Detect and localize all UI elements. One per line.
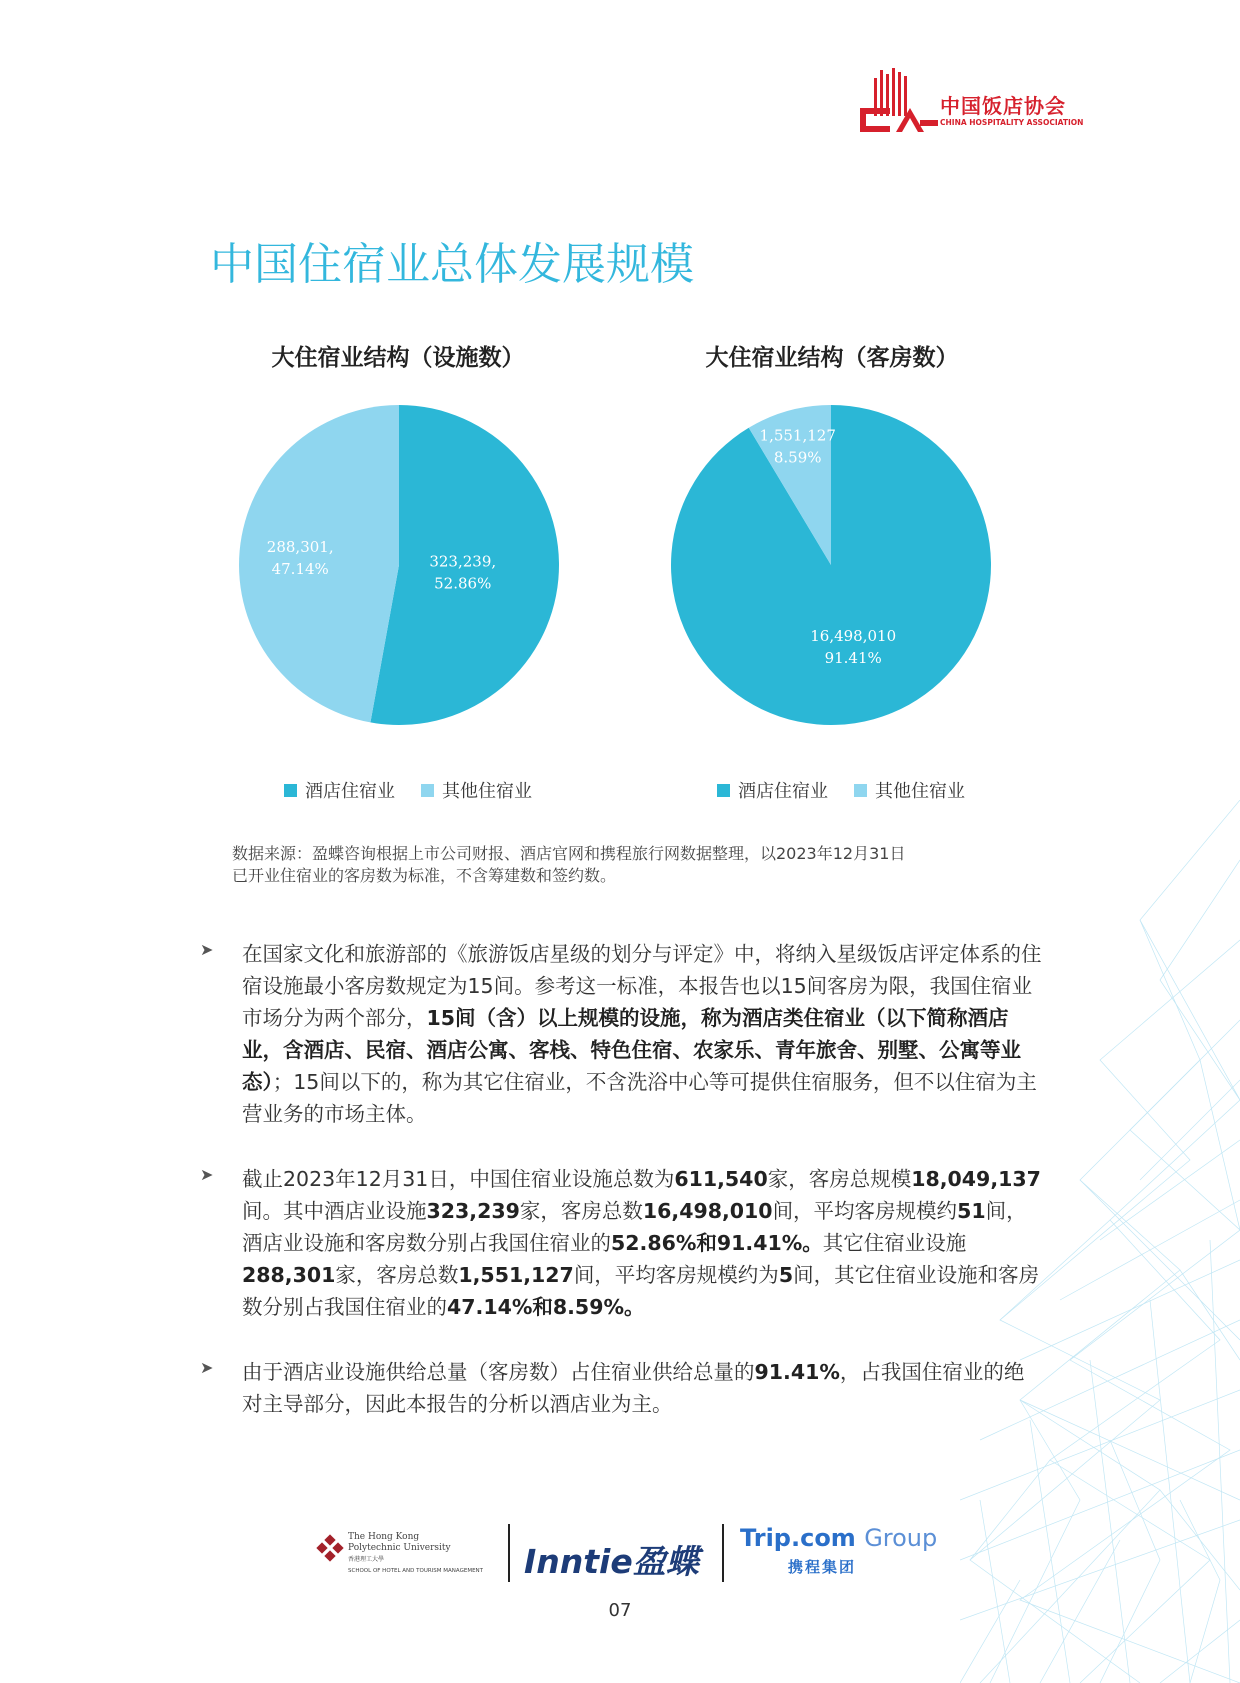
text-segment: 间，平均客房规模约 (772, 1199, 958, 1223)
legend-item-hotel (284, 777, 395, 803)
chart-title-rooms: 大住宿业结构（客房数） (705, 344, 959, 371)
data-source-note (232, 843, 1032, 887)
text-segment: 其它住宿业设施 (822, 1231, 967, 1255)
bold-text-segment: 288,301 (242, 1263, 336, 1287)
cha-logo-icon (860, 68, 940, 136)
legend-swatch-hotel (284, 784, 297, 797)
polyu-line-1: The Hong Kong (348, 1532, 420, 1542)
bullet-text (242, 1356, 1042, 1420)
legend-facilities (284, 776, 532, 804)
legend-label-hotel: 酒店住宿业 (305, 781, 395, 802)
arrow-bullet-icon: ➤ (200, 940, 214, 959)
page-title: 中国住宿业总体发展规模 (210, 239, 694, 290)
text-segment: 间，平均客房规模约为 (573, 1263, 779, 1287)
polyu-crest-icon (316, 1534, 344, 1562)
logo-divider (508, 1524, 510, 1582)
page-number: 07 (608, 1600, 632, 1621)
pie-chart-rooms (666, 400, 996, 730)
bold-text-segment: 15间（含）以上规模的设施，称为酒店类住宿业（以下简称酒店业，含酒店、民宿、酒店公寓、客栈、特色住宿、农家乐、青年旅舍、别墅、公寓等业态） (242, 1006, 1021, 1094)
text-segment: 家，客房总数 (519, 1199, 643, 1223)
bold-text-segment: 323,239 (426, 1199, 520, 1223)
text-segment: 间。其中酒店业设施 (242, 1199, 427, 1223)
text-segment: 由于酒店业设施供给总量（客房数）占住宿业供给总量的 (242, 1360, 755, 1384)
pie-value-label: 323,239, (429, 552, 497, 571)
polyu-line-3: 香港理工大學 (348, 1556, 385, 1563)
text-segment: 间，酒店业设施和客房数分别占我国住宿业的 (242, 1199, 1027, 1255)
china-hospitality-association-logo (860, 68, 1090, 136)
text-segment: 间，其它住宿业设施和客房数分别占我国住宿业的 (242, 1263, 1040, 1319)
pie-percent-label: 52.86% (434, 574, 492, 593)
text-segment: ；15间以下的，称为其它住宿业，不含洗浴中心等可提供住宿服务，但不以住宿为主营业务的市场主体。 (242, 1070, 1037, 1126)
bold-text-segment: 5 (778, 1263, 794, 1287)
text-segment: ，占我国住宿业的绝对主导部分，因此本报告的分析以酒店业为主。 (242, 1360, 1025, 1416)
pie-value-label: 16,498,010 (810, 627, 897, 646)
legend-rooms (717, 776, 965, 804)
trip-logo-chinese: 携程集团 (788, 1558, 857, 1576)
pie-percent-label: 91.41% (824, 649, 882, 668)
logo-chinese-text: 中国饭店协会 (940, 94, 1066, 118)
bold-text-segment: 1,551,127 (458, 1263, 574, 1287)
legend-swatch-hotel (717, 784, 730, 797)
legend-label-other: 其他住宿业 (875, 781, 965, 802)
trip-logo-text: Trip.com (740, 1524, 856, 1552)
bold-text-segment: 47.14%和8.59%。 (447, 1295, 645, 1319)
logo-divider (722, 1524, 724, 1582)
bold-text-segment: 16,498,010 (642, 1199, 773, 1223)
legend-label-hotel: 酒店住宿业 (738, 781, 828, 802)
arrow-bullet-icon: ➤ (200, 1165, 214, 1184)
source-line-1: 数据来源：盈蝶咨询根据上市公司财报、酒店官网和携程旅行网数据整理，以2023年12月31日 (232, 844, 906, 863)
pie-value-label: 288,301, (266, 538, 334, 557)
legend-swatch-other (854, 784, 867, 797)
footer-partner-logos (316, 1524, 936, 1588)
pie-percent-label: 47.14% (271, 560, 329, 579)
bold-text-segment: 51 (957, 1199, 986, 1223)
bullet-text (242, 1163, 1042, 1323)
legend-item-other (421, 777, 532, 803)
polyu-line-2: Polytechnic University (348, 1543, 451, 1553)
legend-label-other: 其他住宿业 (442, 781, 532, 802)
source-line-2: 已开业住宿业的客房数为标准，不含筹建数和签约数。 (232, 866, 617, 885)
text-segment: 在国家文化和旅游部的《旅游饭店星级的划分与评定》中，将纳入星级饭店评定体系的住宿设施最小客房数规定为15间。参考这一标准，本报告也以15间客房为限，我国住宿业市场分为两个部分， (242, 942, 1042, 1030)
inntie-logo: Inntie盈蝶 (524, 1542, 699, 1581)
pie-percent-label: 8.59% (773, 448, 822, 467)
trip-logo-group: Group (864, 1524, 938, 1552)
trip-com-group-logo (740, 1524, 937, 1577)
legend-swatch-other (421, 784, 434, 797)
bold-text-segment: 91.41% (754, 1360, 840, 1384)
pie-value-label: 1,551,127 (759, 426, 836, 445)
pie-chart-facilities (234, 400, 564, 730)
polyu-line-4: SCHOOL OF HOTEL AND TOURISM MANAGEMENT (348, 1568, 484, 1574)
text-segment: 家，客房总规模 (767, 1167, 912, 1191)
legend-item-hotel (717, 777, 828, 803)
bold-text-segment: 52.86%和91.41%。 (611, 1231, 823, 1255)
bold-text-segment: 611,540 (674, 1167, 768, 1191)
logo-english-text: CHINA HOSPITALITY ASSOCIATION (940, 118, 1084, 127)
bold-text-segment: 18,049,137 (911, 1167, 1041, 1191)
arrow-bullet-icon: ➤ (200, 1358, 214, 1377)
legend-item-other (854, 777, 965, 803)
bullet-text (242, 938, 1042, 1130)
text-segment: 截止2023年12月31日，中国住宿业设施总数为 (242, 1167, 675, 1191)
trip-logo-main (740, 1524, 937, 1552)
text-segment: 家，客房总数 (335, 1263, 459, 1287)
chart-title-facilities: 大住宿业结构（设施数） (271, 344, 525, 371)
